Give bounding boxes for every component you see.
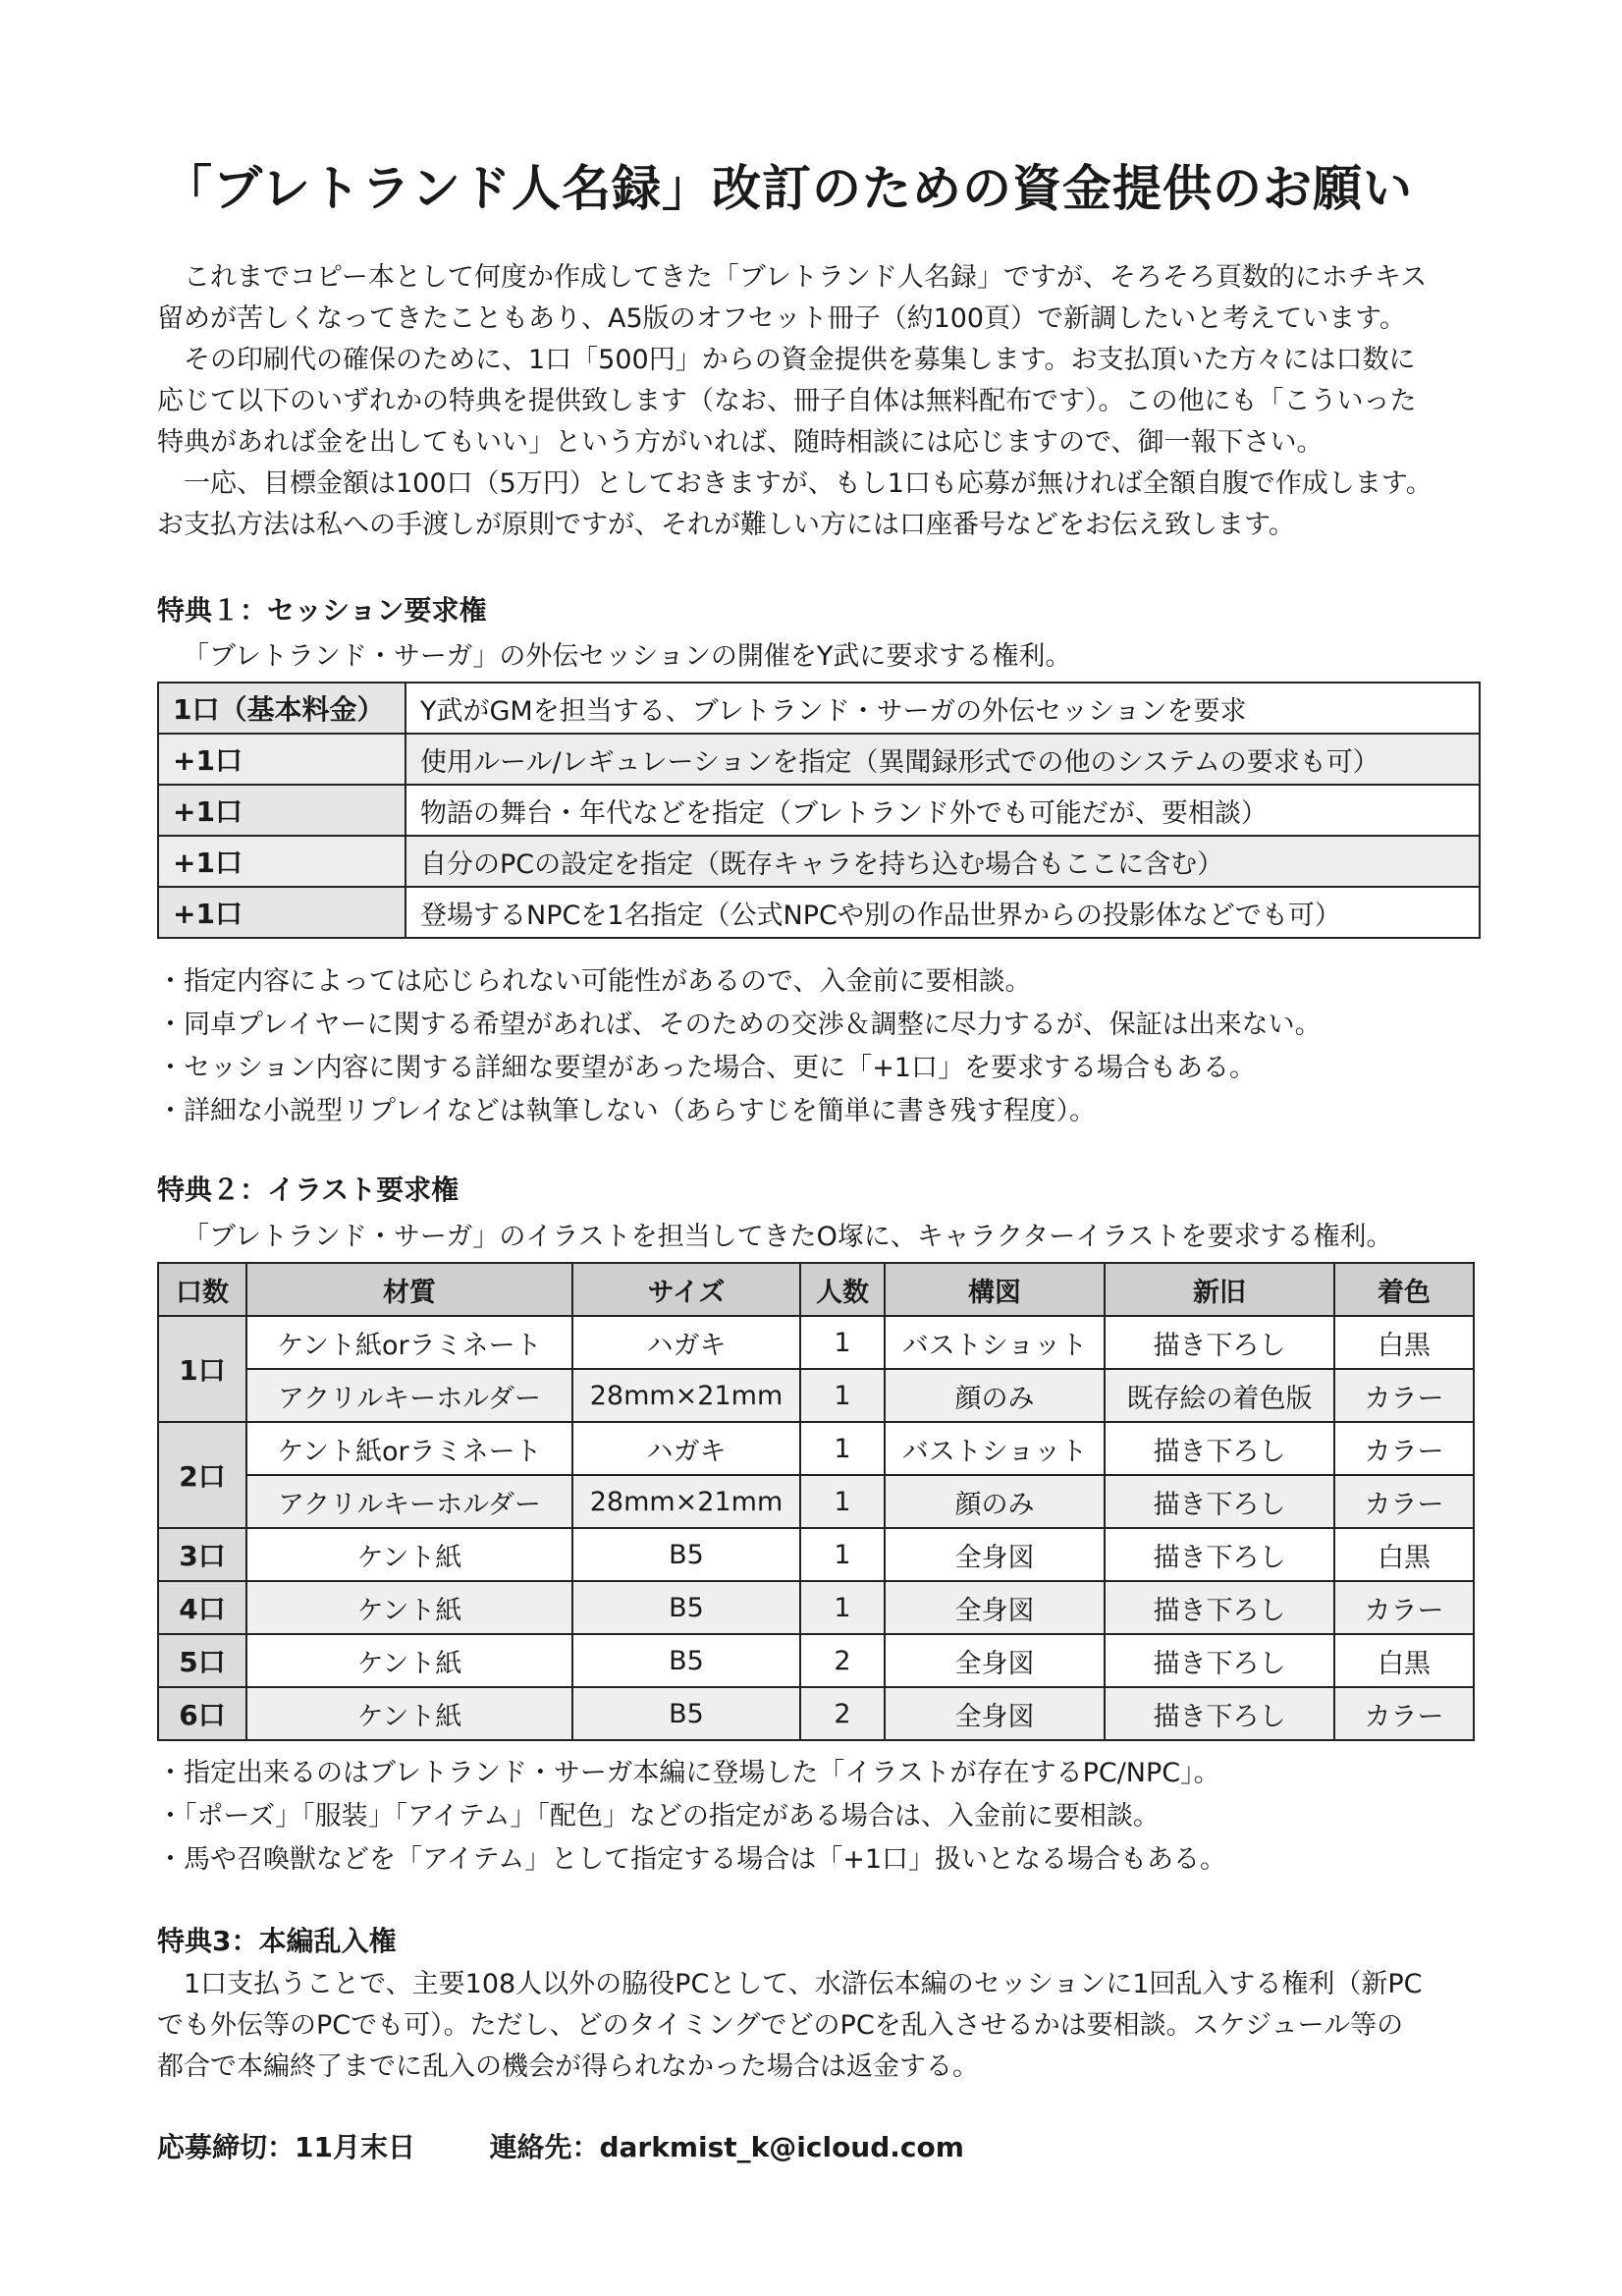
note-item: ・指定内容によっては応じられない可能性があるので、入金前に要相談。 [157,966,1032,997]
perk1-description: 「ブレトランド・サーガ」の外伝セッションの開催をY武に要求する権利。 [183,641,1072,672]
table-row [158,1528,1474,1581]
table-cell: 顔のみ [885,1369,1105,1422]
footer [157,2126,964,2165]
table-cell: 物語の舞台・年代などを指定（ブレトランド外でも可能だが、要相談） [406,785,1480,836]
perk3-paragraph [157,1964,1483,2088]
table-cell: +1口 [158,887,406,938]
perk3-line: 都合で本編終了までに乱入の機会が得られなかった場合は返金する。 [157,2051,979,2082]
table-cell: 使用ルール/レギュレーションを指定（異聞録形式での他のシステムの要求も可） [406,734,1480,785]
table-cell: 2 [800,1687,885,1740]
table-cell: ハガキ [572,1316,800,1369]
table-row [158,1422,1474,1475]
table-cell: アクリルキーホルダー [246,1475,572,1528]
intro-line: 応じて以下のいずれかの特典を提供致します（なお、冊子自体は無料配布です）。この他にも「こういった [157,386,1417,416]
table-cell: 1 [800,1422,885,1475]
table-cell: ケント紙orラミネート [246,1316,572,1369]
table-cell: ケント紙 [246,1528,572,1581]
table-cell: +1口 [158,734,406,785]
table-cell: カラー [1334,1475,1474,1528]
table-cell: カラー [1334,1581,1474,1634]
table-cell: 描き下ろし [1105,1687,1334,1740]
column-header: 材質 [246,1263,572,1316]
note-item: ・セッション内容に関する詳細な要望があった場合、更に「+1口」を要求する場合もある。 [157,1053,1256,1083]
perk2-table-body [158,1316,1474,1740]
intro-line: お支払方法は私への手渡しが原則ですが、それが難しい方には口座番号などをお伝え致します。 [157,510,1295,540]
table-cell: 登場するNPCを1名指定（公式NPCや別の作品世界からの投影体などでも可） [406,887,1480,938]
table-row [158,1634,1474,1687]
table-cell: 自分のPCの設定を指定（既存キャラを持ち込む場合もここに含む） [406,836,1480,887]
table-row [158,1687,1474,1740]
table-cell: B5 [572,1581,800,1634]
table-row [158,1581,1474,1634]
tier-cell: 5口 [158,1634,246,1687]
table-cell: ケント紙 [246,1634,572,1687]
perk1-table [157,682,1481,939]
perk3-line: でも外伝等のPCでも可）。ただし、どのタイミングでどのPCを乱入させるかは要相談。スケジュール等の [157,2010,1404,2041]
perk1-heading: 特典１：セッション要求権 [157,594,487,627]
note-item: ・馬や召喚獣などを「アイテム」として指定する場合は「+1口」扱いとなる場合もある。 [157,1844,1227,1875]
table-cell: カラー [1334,1687,1474,1740]
table-row [158,1369,1474,1422]
intro-line: 一応、目標金額は100口（5万円）としておきますが、もし1口も応募が無ければ全額自腹で作成します。 [157,468,1433,499]
table-cell: ケント紙 [246,1581,572,1634]
table-cell: バストショット [885,1316,1105,1369]
note-item: ・「ポーズ」「服装」「アイテム」「配色」などの指定がある場合は、入金前に要相談。 [157,1801,1160,1831]
table-cell: 28mm×21mm [572,1475,800,1528]
note-item: ・同卓プレイヤーに関する希望があれば、そのための交渉＆調整に尽力するが、保証は出来ない。 [157,1010,1322,1040]
table-cell: 描き下ろし [1105,1422,1334,1475]
perk3-heading: 特典3：本編乱入権 [157,1925,397,1957]
table-cell: 1 [800,1528,885,1581]
intro-line: その印刷代の確保のために、1口「500円」からの資金提供を募集します。お支払頂いた方々には口数に [157,345,1416,375]
table-cell: 28mm×21mm [572,1369,800,1422]
table-cell: B5 [572,1687,800,1740]
perk2-heading: 特典２：イラスト要求権 [157,1174,460,1206]
tier-cell: 3口 [158,1528,246,1581]
table-row [158,1475,1474,1528]
table-cell: B5 [572,1528,800,1581]
tier-cell: 6口 [158,1687,246,1740]
table-cell: +1口 [158,836,406,887]
table-cell: 描き下ろし [1105,1528,1334,1581]
column-header: サイズ [572,1263,800,1316]
deadline-text: 応募締切：11月末日 [157,2131,415,2163]
table-cell: +1口 [158,785,406,836]
table-cell: 全身図 [885,1581,1105,1634]
table-cell: 全身図 [885,1634,1105,1687]
table-row [158,734,1480,785]
table-cell: 描き下ろし [1105,1475,1334,1528]
column-header: 新旧 [1105,1263,1334,1316]
table-cell: 顔のみ [885,1475,1105,1528]
table-row [158,683,1480,734]
column-header: 人数 [800,1263,885,1316]
tier-cell: 2口 [158,1422,246,1528]
table-row [158,1316,1474,1369]
perk2-table [157,1262,1475,1741]
table-header-row [158,1263,1474,1316]
document-title: 「ブレトランド人名録」改訂のための資金提供のお願い [163,160,1413,217]
table-cell: 全身図 [885,1528,1105,1581]
table-row [158,887,1480,938]
intro-line: これまでコピー本として何度か作成してきた「ブレトランド人名録」ですが、そろそろ頁数的にホチキス [157,262,1428,293]
table-cell: アクリルキーホルダー [246,1369,572,1422]
perk2-notes [157,1752,1226,1882]
contact-email[interactable]: 連絡先：darkmist_k@icloud.com [489,2131,964,2163]
table-cell: 描き下ろし [1105,1316,1334,1369]
table-cell: ハガキ [572,1422,800,1475]
column-header: 口数 [158,1263,246,1316]
table-cell: 白黒 [1334,1634,1474,1687]
note-item: ・指定出来るのはブレトランド・サーガ本編に登場した「イラストが存在するPC/NPC」。 [157,1758,1220,1788]
tier-cell: 1口 [158,1316,246,1422]
perk2-description: 「ブレトランド・サーガ」のイラストを担当してきたO塚に、キャラクターイラストを要求する権利。 [183,1222,1393,1252]
table-cell: 1 [800,1369,885,1422]
table-cell: カラー [1334,1422,1474,1475]
table-cell: カラー [1334,1369,1474,1422]
table-cell: 白黒 [1334,1316,1474,1369]
table-cell: ケント紙orラミネート [246,1422,572,1475]
note-item: ・詳細な小説型リプレイなどは執筆しない（あらすじを簡単に書き残す程度）。 [157,1096,1097,1126]
table-cell: Y武がGMを担当する、ブレトランド・サーガの外伝セッションを要求 [406,683,1480,734]
table-cell: 全身図 [885,1687,1105,1740]
table-cell: 1 [800,1581,885,1634]
table-cell: 描き下ろし [1105,1581,1334,1634]
table-cell: 描き下ろし [1105,1634,1334,1687]
intro-line: 留めが苦しくなってきたこともあり、A5版のオフセット冊子（約100頁）で新調したいと考えています。 [157,303,1406,334]
table-cell: バストショット [885,1422,1105,1475]
table-cell: B5 [572,1634,800,1687]
table-cell: 1 [800,1316,885,1369]
table-cell: ケント紙 [246,1687,572,1740]
table-cell: 既存絵の着色版 [1105,1369,1334,1422]
perk1-notes [157,960,1322,1133]
column-header: 着色 [1334,1263,1474,1316]
table-row [158,785,1480,836]
tier-cell: 4口 [158,1581,246,1634]
intro-line: 特典があれば金を出してもいい」という方がいれば、随時相談には応じますので、御一報下さい。 [157,427,1324,458]
table-cell: 1 [800,1475,885,1528]
table-cell: 白黒 [1334,1528,1474,1581]
intro-paragraph [157,257,1483,546]
perk3-line: 1口支払うことで、主要108人以外の脇役PCとして、水滸伝本編のセッションに1回乱入する権利（新PC [157,1969,1423,1999]
table-cell: 2 [800,1634,885,1687]
table-row [158,836,1480,887]
column-header: 構図 [885,1263,1105,1316]
table-cell: 1口（基本料金） [158,683,406,734]
